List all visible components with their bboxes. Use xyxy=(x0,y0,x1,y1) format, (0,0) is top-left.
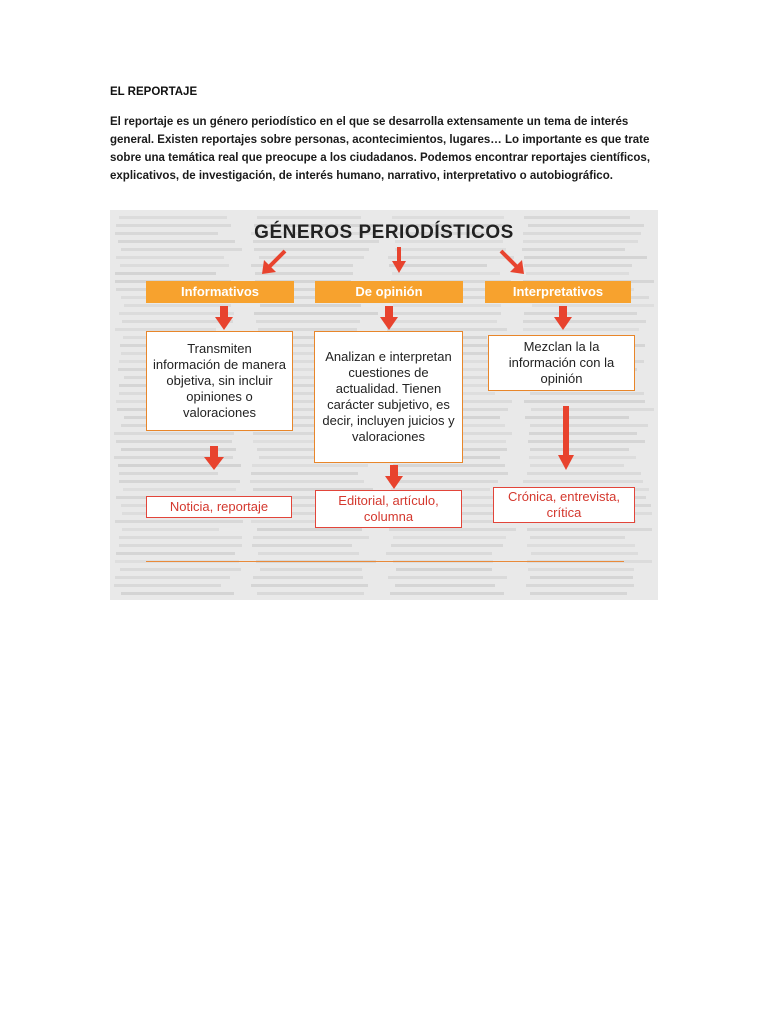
arrow-down-icon xyxy=(384,464,404,490)
arrow-down-icon xyxy=(379,305,399,331)
description-text: Mezclan la la información con la opinión xyxy=(508,339,615,386)
result-text: Crónica, entrevista, crítica xyxy=(508,489,620,520)
arrow-down-icon xyxy=(553,305,573,331)
document-paragraph: El reportaje es un género periodístico en el que se desarrolla extensamente un tema de interés general. Existen reportajes sobre personas, acontecimientos, lugares… Lo importante es que trate sobre una temática real que preocupe a los ciudadanos. Podemos encontrar reportajes científicos, explicativos, de investigación, de interés humano, narrativo, interpretativo o autobiográfico. xyxy=(110,116,651,182)
description-informativos xyxy=(146,331,293,431)
result-opinion xyxy=(315,490,462,528)
arrow-down-icon xyxy=(214,305,234,331)
arrow-down-left-icon xyxy=(260,248,290,276)
description-text: Analizan e interpretan cuestiones de actualidad. Tienen carácter subjetivo, es decir, incluyen juicios y valoraciones xyxy=(322,349,455,444)
document-heading: EL REPORTAJE xyxy=(110,86,198,98)
arrow-down-icon xyxy=(203,445,225,471)
description-interpretativos xyxy=(488,335,635,391)
category-informativos: Informativos xyxy=(146,281,294,303)
result-interpretativos xyxy=(493,487,635,523)
arrow-down-right-icon xyxy=(496,248,526,276)
arrow-down-icon xyxy=(556,405,576,471)
category-opinion: De opinión xyxy=(315,281,463,303)
arrow-down-icon xyxy=(389,246,409,274)
result-informativos xyxy=(146,496,292,518)
diagram-title: GÉNEROS PERIODÍSTICOS xyxy=(254,222,514,243)
description-opinion xyxy=(314,331,463,463)
diagram-figure xyxy=(110,210,658,600)
description-text: Transmiten información de manera objetiva, sin incluir opiniones o valoraciones xyxy=(153,341,286,420)
category-interpretativos: Interpretativos xyxy=(485,281,631,303)
result-text: Noticia, reportaje xyxy=(169,499,269,514)
divider xyxy=(146,561,624,562)
result-text: Editorial, artículo, columna xyxy=(338,493,439,524)
